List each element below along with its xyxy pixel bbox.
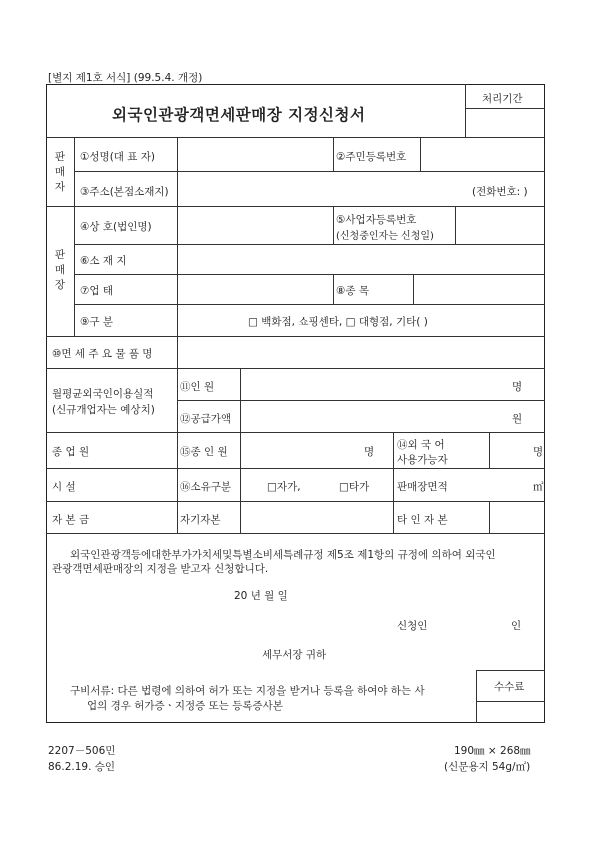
footer-code: 2207－506민	[48, 745, 116, 757]
biz-reg-field[interactable]	[456, 207, 544, 243]
resident-number-label: ②주민등록번호	[336, 151, 407, 163]
own-capital-label: 자기자본	[180, 514, 221, 526]
statement-line-1: 외국인관광객등에대한부가가치세및특별소비세특례규정 제5조 제1항의 규정에 의하여 외국인	[70, 549, 496, 561]
main-goods-field[interactable]	[178, 337, 544, 367]
name-label: ①성명(대 표 자)	[80, 151, 155, 163]
store-area-field[interactable]	[490, 469, 530, 500]
own-capital-field[interactable]	[241, 502, 392, 532]
ownership-label: ⑯소유구분	[180, 481, 232, 493]
business-type-label: ⑦업 태	[80, 285, 114, 297]
persons-label: ⑪인 원	[180, 381, 215, 393]
employee-count-label: ⑮종 인 원	[180, 446, 228, 458]
category-options[interactable]: □ 백화점, 쇼핑센타, □ 대형점, 기타( )	[248, 316, 428, 328]
fee-field[interactable]	[477, 702, 544, 722]
form-title: 외국인관광객면세판매장 지정신청서	[112, 106, 366, 124]
rent-checkbox[interactable]: □타가	[339, 481, 370, 493]
paper-size: 190㎜ × 268㎜	[454, 745, 531, 757]
recipient: 세무서장 귀하	[262, 649, 327, 661]
supply-unit: 원	[512, 413, 523, 425]
processing-period-label: 처리기간	[482, 93, 523, 105]
seller-section-label: 판매자	[54, 151, 66, 193]
address-field[interactable]	[178, 172, 474, 205]
documents-line-2: 업의 경우 허가증ㆍ지정증 또는 등록증사본	[87, 700, 283, 712]
resident-number-field[interactable]	[421, 138, 544, 170]
capital-label: 자 본 금	[52, 514, 90, 526]
footer-approval: 86.2.19. 승인	[48, 761, 116, 773]
monthly-usage-note: (신규개업자는 예상치)	[52, 404, 155, 416]
applicant-label: 신청인	[397, 620, 428, 632]
facility-label: 시 설	[52, 481, 76, 493]
seal-mark: 인	[511, 620, 522, 632]
supply-field[interactable]	[241, 401, 506, 431]
phone-label: (전화번호: )	[472, 186, 528, 198]
business-type-field[interactable]	[178, 275, 332, 303]
foreign-lang-unit: 명	[533, 446, 544, 458]
date-line: 20 년 월 일	[234, 590, 288, 602]
monthly-usage-label: 월평균외국인이용실적	[52, 388, 154, 400]
biz-reg-label: ⑤사업자등록번호	[336, 214, 417, 226]
other-capital-label: 타 인 자 본	[397, 514, 448, 526]
processing-period-field[interactable]	[466, 109, 544, 136]
foreign-lang-label-2: 사용가능자	[397, 454, 448, 466]
foreign-lang-field[interactable]	[490, 433, 530, 467]
location-label: ⑥소 재 지	[80, 255, 127, 267]
item-label: ⑧종 목	[336, 285, 370, 297]
employee-count-unit: 명	[364, 446, 375, 458]
main-goods-label: ⑩면 세 주 요 물 품 명	[52, 348, 153, 360]
store-area-label: 판매장면적	[397, 481, 448, 493]
employees-label: 종 업 원	[52, 446, 90, 458]
store-area-unit: ㎡	[533, 481, 544, 493]
own-checkbox[interactable]: □자가,	[267, 481, 301, 493]
documents-line-1: 구비서류: 다른 법령에 의하여 허가 또는 지정을 받거나 등록을 하여야 하는 사	[70, 685, 425, 697]
form-reference: [별지 제1호 서식] (99.5.4. 개정)	[48, 72, 203, 84]
trade-name-field[interactable]	[178, 207, 332, 243]
address-label: ③주소(본점소재지)	[80, 186, 169, 198]
supply-label: ⑫공급가액	[180, 413, 232, 425]
other-capital-field[interactable]	[490, 502, 544, 532]
trade-name-label: ④상 호(법인명)	[80, 221, 152, 233]
paper-spec: (신문용지 54g/㎡)	[444, 761, 531, 773]
foreign-lang-label: ⑭외 국 어	[397, 439, 445, 451]
fee-label: 수수료	[494, 681, 525, 693]
revision-note: (99.5.4. 개정)	[133, 72, 203, 84]
statement-line-2: 관광객면세판매장의 지정을 받고자 신청합니다.	[52, 563, 269, 575]
store-section-label: 판매장	[54, 249, 66, 291]
category-label: ⑨구 분	[80, 316, 114, 328]
biz-reg-note: (신청중인자는 신청일)	[336, 231, 434, 242]
location-field[interactable]	[178, 245, 544, 273]
applicant-signature-field[interactable]	[432, 612, 504, 632]
name-field[interactable]	[178, 138, 332, 170]
employee-count-field[interactable]	[241, 433, 359, 467]
persons-field[interactable]	[241, 369, 506, 399]
item-field[interactable]	[414, 275, 544, 303]
persons-unit: 명	[512, 381, 523, 393]
